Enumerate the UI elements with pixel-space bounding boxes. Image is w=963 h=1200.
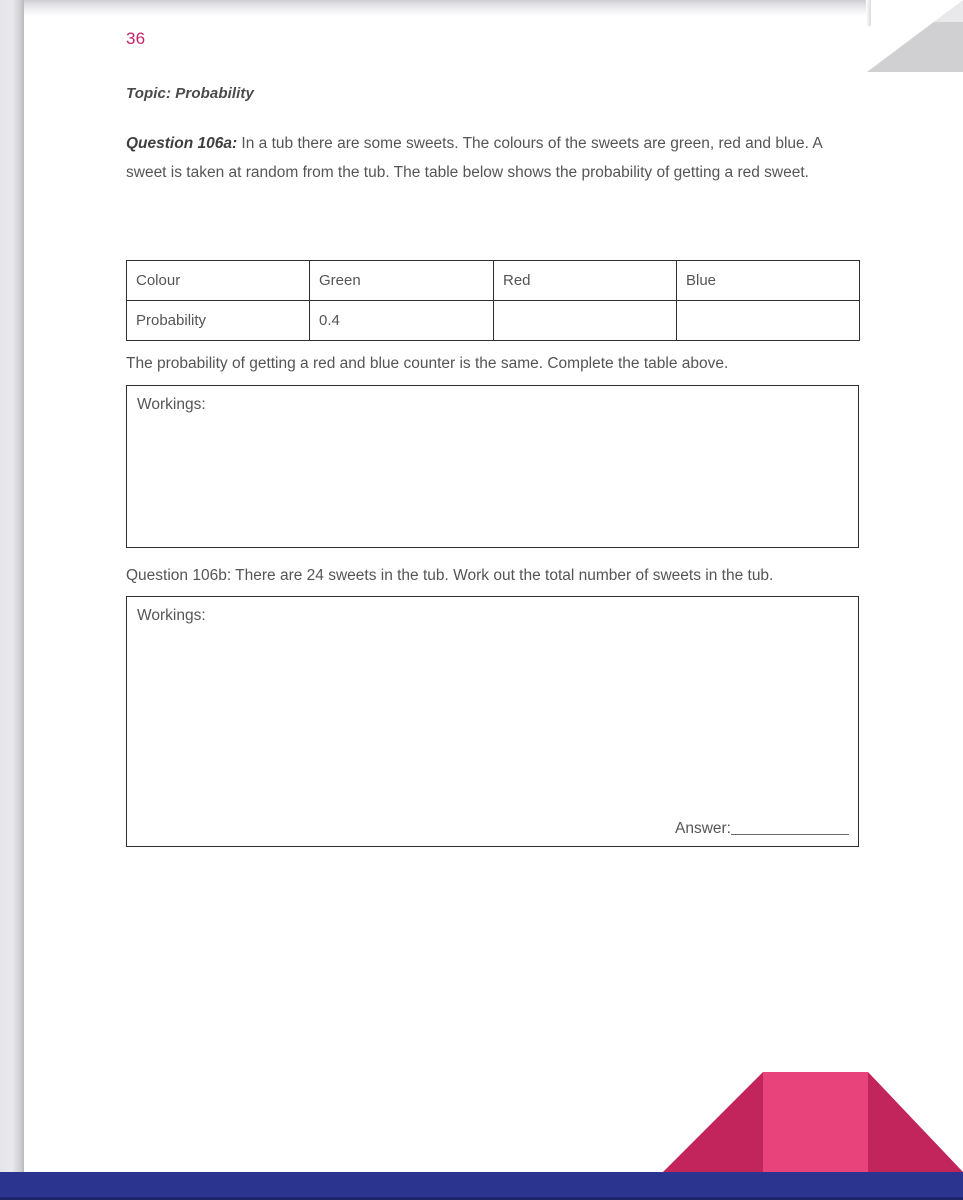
- question-106b-text: Question 106b: There are 24 sweets in the tub. Work out the total number of sweets in the tub.: [126, 567, 774, 584]
- corner-fold-white-triangle: [867, 0, 963, 72]
- workings-box-106a[interactable]: [126, 385, 859, 548]
- workings-box-106b[interactable]: [126, 596, 859, 847]
- decoration-main-rect: [763, 1072, 868, 1172]
- table-row: [127, 261, 860, 301]
- table-cell-colour-green: Green: [310, 261, 494, 301]
- table-cell-probability-red[interactable]: [494, 301, 677, 341]
- corner-fold-edge: [866, 0, 871, 26]
- page-number: 36: [126, 29, 146, 48]
- page-left-gutter: [0, 0, 22, 1200]
- workings-label: Workings:: [137, 607, 206, 624]
- page-top-shadow: [24, 0, 963, 16]
- table-row: [127, 301, 860, 341]
- table-cell-probability-green: 0.4: [310, 301, 494, 341]
- question-106a-paragraph: [126, 129, 862, 187]
- workings-label: Workings:: [137, 396, 206, 413]
- question-106a-label: Question 106a:: [126, 135, 238, 152]
- page-title: Topic: Probability: [126, 85, 254, 102]
- footer-blue-bar: [0, 1172, 963, 1197]
- table-cell-colour-header: Colour: [127, 261, 310, 301]
- question-106a-instruction: The probability of getting a red and blue counter is the same. Complete the table above.: [126, 355, 729, 372]
- answer-label: Answer:: [675, 820, 731, 837]
- decoration-left-triangle: [663, 1072, 763, 1172]
- footer-decoration: [0, 1040, 963, 1200]
- answer-line: [675, 820, 849, 838]
- answer-blank-field[interactable]: [731, 834, 849, 835]
- table-cell-colour-red: Red: [494, 261, 677, 301]
- table-cell-probability-blue[interactable]: [677, 301, 860, 341]
- question-106a-body: In a tub there are some sweets. The colours of the sweets are green, red and blue. A sweet is taken at random from the tub. The table below shows the probability of getting a red sweet.: [126, 135, 822, 181]
- probability-table: [126, 260, 860, 341]
- table-cell-colour-blue: Blue: [677, 261, 860, 301]
- decoration-right-triangle: [868, 1072, 963, 1172]
- table-cell-probability-header: Probability: [127, 301, 310, 341]
